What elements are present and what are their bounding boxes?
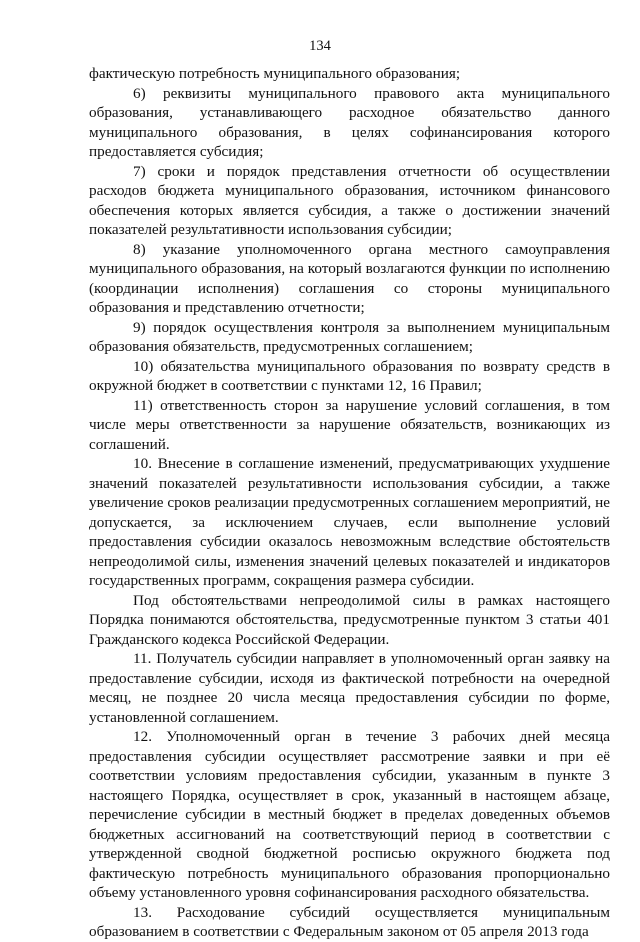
paragraph-item-6: 6) реквизиты муниципального правового акта муниципального образования, устанавливающего расходное обязательство данного муниципального образования, в целях софинансирования которого предоставляется субсидия; (89, 84, 610, 160)
paragraph-section-10: 10. Внесение в соглашение изменений, предусматривающих ухудшение значений показателей результативности использования субсидии, а также увеличение сроков реализации предусмотренных соглашением мероприятий, не допускается, за исключением случаев, если выполнение условий предоставления субсидии оказалось невозможным вследствие обстоятельств непреодолимой силы, изменения значений целевых показателей и индикаторов государственных программ, сокращения размера субсидии. (89, 455, 610, 589)
paragraph-section-12: 12. Уполномоченный орган в течение 3 рабочих дней месяца предоставления субсидии осуществляет рассмотрение заявки и при её соответствии условиям предоставления субсидии, указанным в пункте 3 настоящего Порядка, осуществляет в срок, указанный в настоящем абзаце, перечисление субсидии в местный бюджет в пределах доведенных объемов бюджетных ассигнований на соответствующий период в соответствии с утвержденной сводной бюджетной росписью окружного бюджета под фактическую потребность муниципального образования пропорционально объему установленного уровня софинансирования расходного обязательства. (89, 728, 610, 901)
paragraph-section-11: 11. Получатель субсидии направляет в уполномоченный орган заявку на предоставление субсидии, исходя из фактической потребности на очередной месяц, не позднее 20 числа месяца предоставления субсидии по форме, установленной соглашением. (89, 650, 610, 726)
page-number: 134 (309, 38, 331, 54)
paragraph-section-13: 13. Расходование субсидий осуществляется муниципальным образованием в соответствии с Федеральным законом от 05 апреля 2013 года (89, 903, 610, 940)
paragraph-item-9: 9) порядок осуществления контроля за выполнением муниципальным образования обязательств, предусмотренных соглашением; (89, 318, 610, 355)
document-body (89, 64, 610, 942)
paragraph-item-8: 8) указание уполномоченного органа местного самоуправления муниципального образования, на который возлагаются функции по исполнению (координации исполнения) соглашения со стороны муниципального образования и представлению отчетности; (89, 240, 610, 316)
paragraph-item-10: 10) обязательства муниципального образования по возврату средств в окружной бюджет в соответствии с пунктами 12, 16 Правил; (89, 357, 610, 394)
paragraph-item-7: 7) сроки и порядок представления отчетности об осуществлении расходов бюджета муниципального образования, источником финансового обеспечения которых является субсидия, а также о достижении значений показателей результативности использования субсидии; (89, 162, 610, 238)
paragraph-continuation: фактическую потребность муниципального образования; (89, 65, 461, 82)
paragraph-force-majeure: Под обстоятельствами непреодолимой силы в рамках настоящего Порядка понимаются обстоятельства, предусмотренные пунктом 3 статьи 401 Гражданского кодекса Российской Федерации. (89, 591, 610, 648)
paragraph-item-11: 11) ответственность сторон за нарушение условий соглашения, в том числе меры ответственности за нарушение обязательств, возникающих из соглашений. (89, 396, 610, 453)
